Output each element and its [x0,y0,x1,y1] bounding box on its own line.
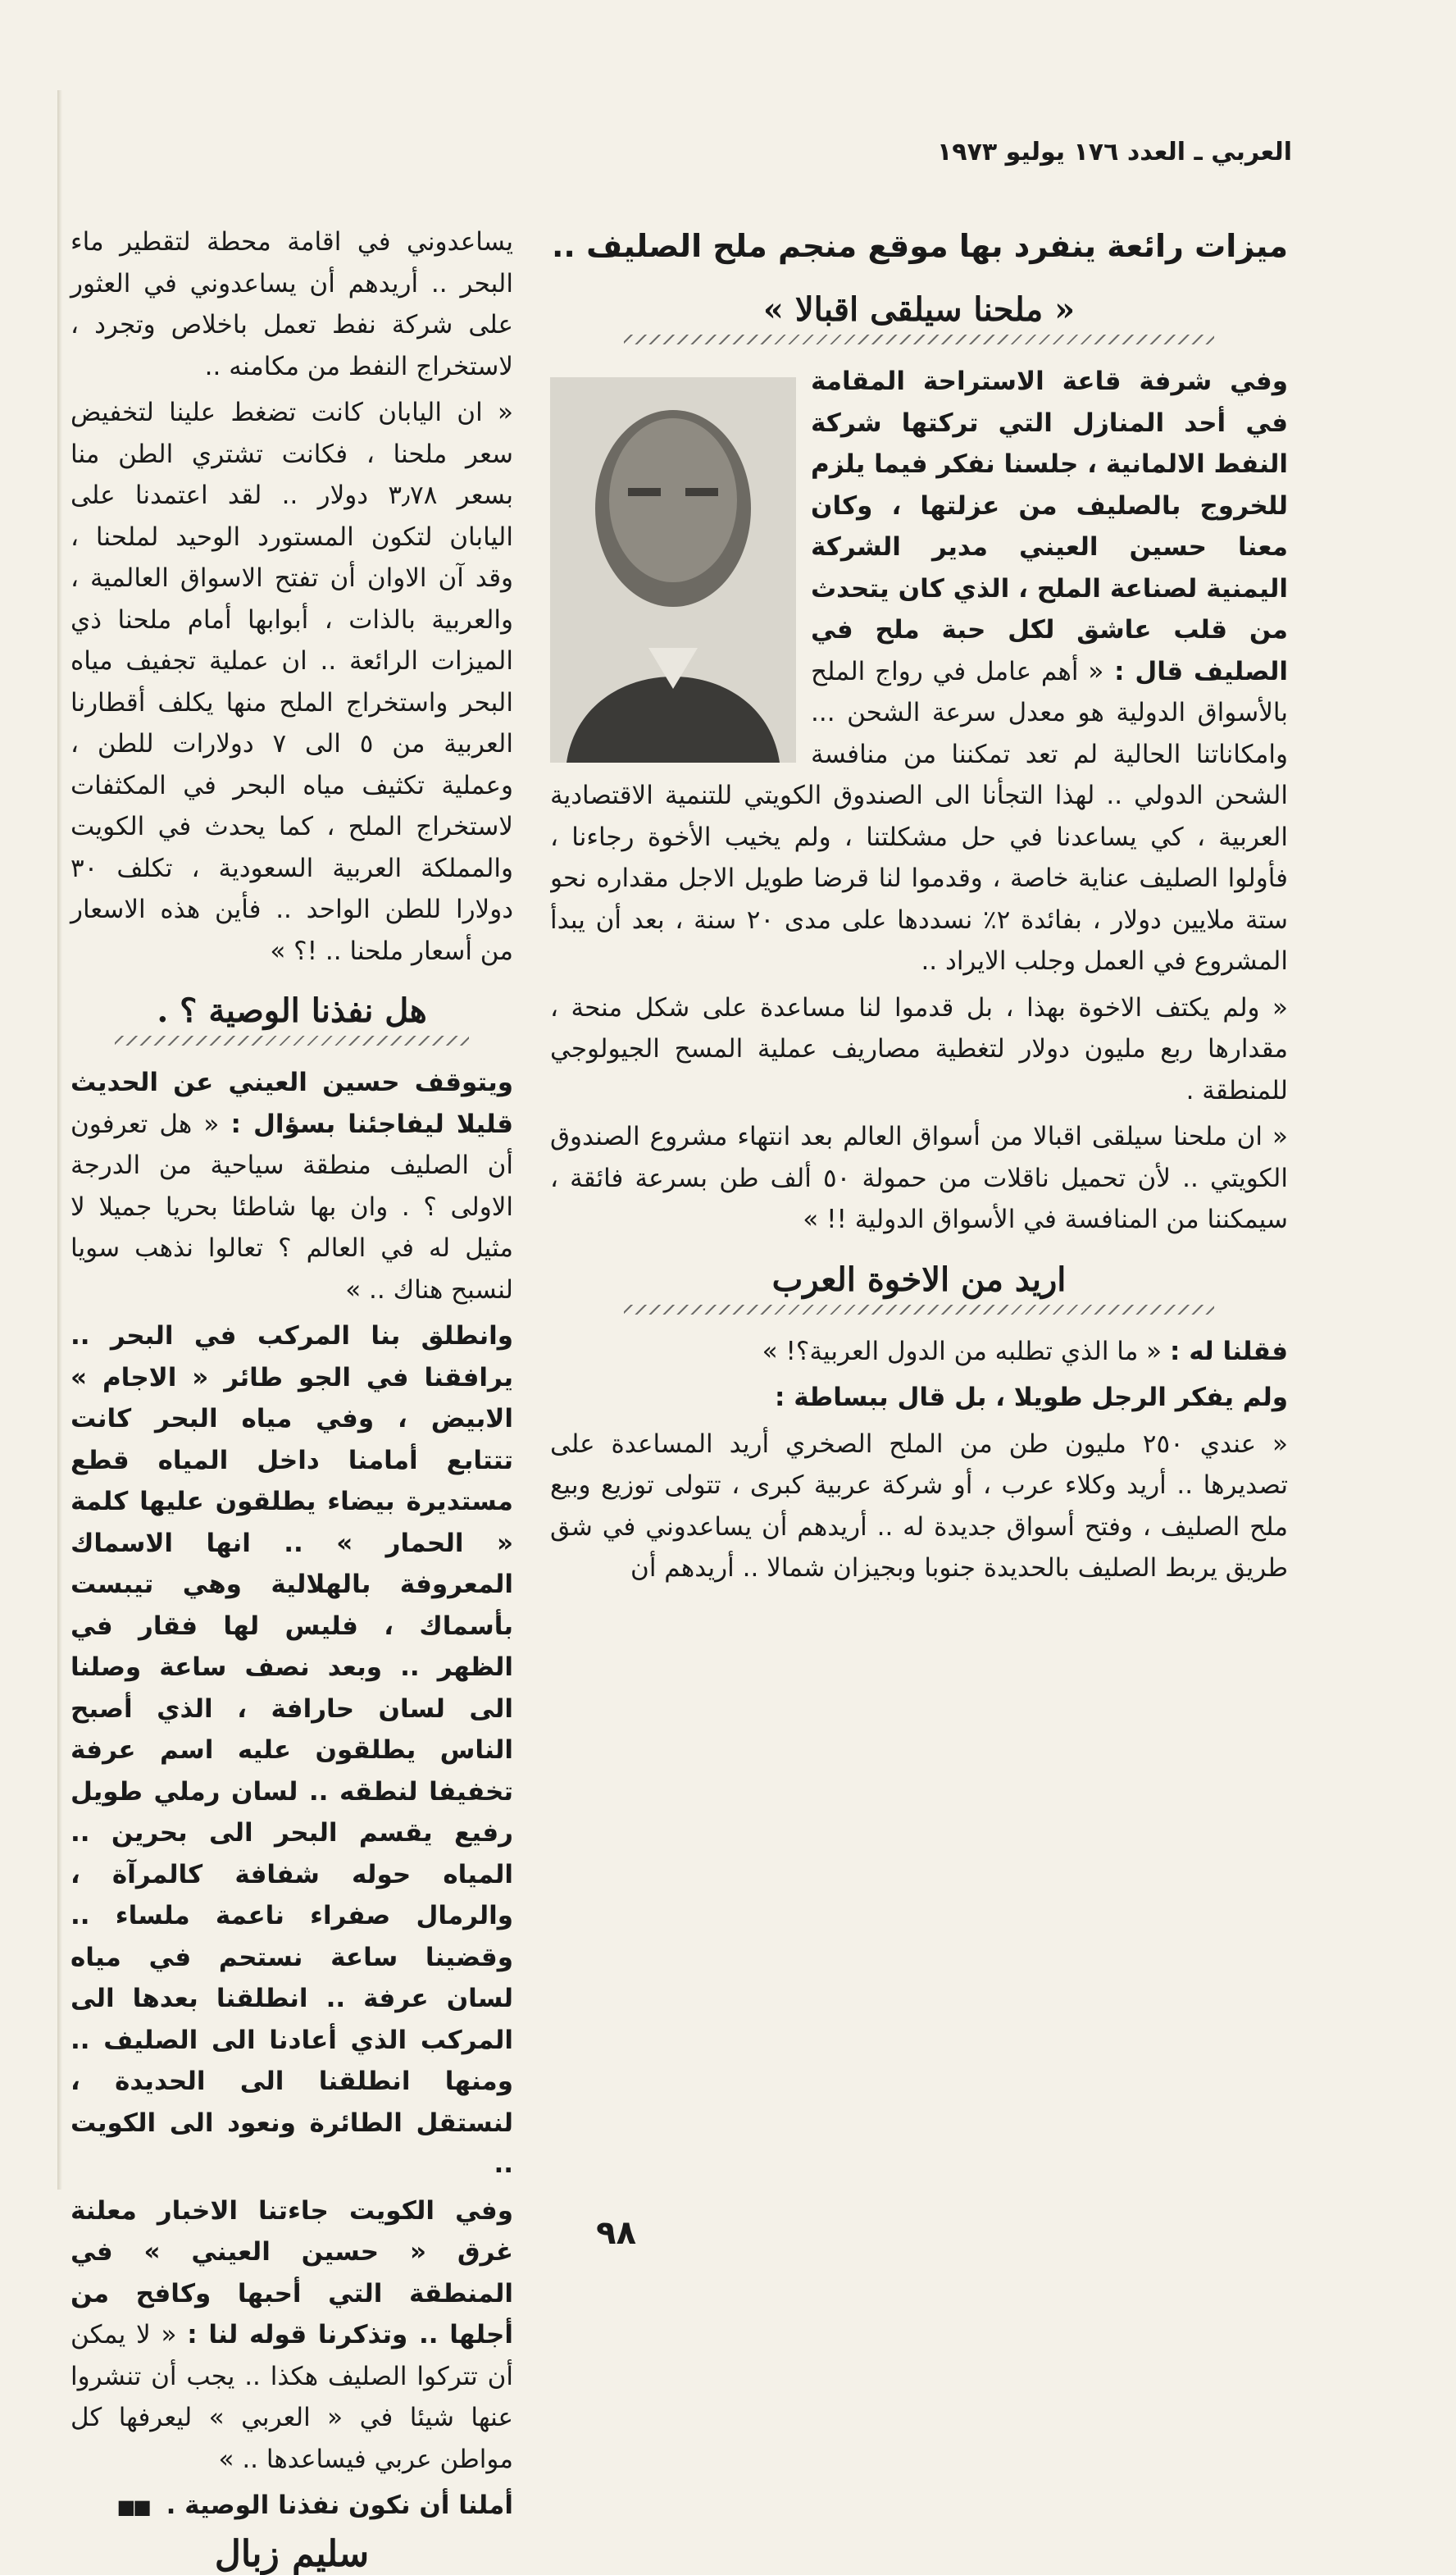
wavy-underline-3 [115,1036,469,1046]
news-lead: وفي الكويت جاءتنا الاخبار معلنة غرق « حسين العيني » في المنطقة التي أحبها وكافح من أجلها .. وتذكرنا قوله لنا : [71,2195,514,2349]
left-column [71,221,513,2575]
paragraph-terrace-quote: « أهم عامل في رواج الملح بالأسواق الدولية هو معدل سرعة الشحن ... وامكاناتنا الحالية لم تعد تمكننا من منافسة الشحن الدولي .. لهذا التجأنا الى الصندوق الكويتي للتنمية الاقتصادية العربية ، كي يساعدنا في حل مشكلتنا ، ولم يخيب الأخوة رجاءنا ، فأولوا الصليف عناية خاصة ، وقدموا لنا قرضا طويل الاجل مقداره نحو ستة ملايين دولار ، بفائدة ٢٪ نسددها على مدى ٢٠ سنة ، بعد أن يبدأ المشروع في العمل وجلب الايراد .. [550,656,1288,976]
news-quote: « لا يمكن أن تتركوا الصليف هكذا .. يجب أن تنشروا عنها شيئا في « العربي » ليعرفها كل مواطن عربي فيساعدها .. » [71,2320,513,2474]
paragraph-closing [71,2485,513,2528]
paragraph-question [550,1331,1288,1373]
question-lead: فقلنا له : [1170,1336,1288,1366]
paragraph-tourism [71,1062,513,1310]
paragraph-grant: « ولم يكتف الاخوة بهذا ، بل قدموا لنا مساعدة على شكل منحة ، مقدارها ربع مليون دولار لتغطية مصاريف عملية المسح الجيولوجي للمنطقة . [550,992,1288,1105]
right-column [550,221,1288,1594]
page-number: ٩٨ [596,2214,636,2252]
paragraph-market-outlook: « ان ملحنا سيلقى اقبالا من أسواق العالم بعد انتهاء مشروع الصندوق الكويتي .. لأن تحميل ناقلات من حمولة ٥٠ ألف طن بسرعة فائقة ، سيمكننا من المنافسة في الأسواق الدولية !! » [550,1122,1288,1234]
wavy-underline [624,335,1214,344]
paragraph-japan-pricing: « ان اليابان كانت تضغط علينا لتخفيض سعر ملحنا ، فكانت تشتري الطن منا بسعر ٣٫٧٨ دولار .. لقد اعتمدنا على اليابان لتكون المستورد الوحيد لملحنا ، وقد آن الاوان أن تفتح الاسواق العالمية ، والعربية بالذات ، أبوابها أمام ملحنا ذي الميزات الرائعة .. ان عملية تجفيف مياه البحر واستخراج الملح منها يكلف أقطارنا العربية من ٥ الى ٧ دولارات للطن ، وعملية تكثيف مياه البحر في المكثفات لاستخراج الملح ، كما يحدث في الكويت والمملكة العربية السعودية ، تكلف ٣٠ دولارا للطن الواحد .. فأين هذه الاسعار من أسعار ملحنا .. !؟ » [71,398,513,966]
intro-paragraph: ميزات رائعة ينفرد بها موقع منجم ملح الصليف .. [551,228,1288,264]
paragraph-terrace-text: وفي شرفة قاعة الاستراحة المقامة في أحد المنازل التي تركتها شركة النفط الالمانية ، جلسنا نفكر فيما يلزم للخروج بالصليف من عزلتها ، وكان معنا حسين العيني مدير الشركة اليمنية لصناعة الملح ، الذي كان يتحدث من قلب عاشق لكل حبة ملح في الصليف قال : [811,367,1288,686]
paragraph-news [71,2190,513,2481]
tourism-lead: ويتوقف حسين العيني عن الحديث قليلا ليفاجئنا بسؤال : [71,1068,513,1139]
end-mark-icon: ■■ [116,2495,149,2518]
subheading-testament: هل نفذنا الوصية ؟ . [157,991,427,1030]
paragraph-boat-trip: وانطلق بنا المركب في البحر .. يرافقنا في الجو طائر « الاجام » الابيض ، وفي مياه البحر كانت تتتابع أمامنا داخل المياه قطع مستديرة بيضاء يطلقون عليها كلمة « الحمار » .. انها الاسماك المعروفة بالهلالية وهي تيبست بأسماك ، فليس لها فقار في الظهر .. وبعد نصف ساعة وصلنا الى لسان حارافة ، الذي أصبح الناس يطلقون عليه اسم عرفة تخفيفا لنطقه .. لسان رملي طويل رفيع يقسم البحر الى بحرين .. المياه حوله شفافة كالمرآة ، والرمال صفراء ناعمة ملساء .. وقضينا ساعة نستحم في مياه لسان عرفة .. انطلقنا بعدها الى المركب الذي أعادنا الى الصليف .. ومنها انطلقنا الى الحديدة ، لنستقل الطائرة ونعود الى الكويت .. [71,1321,513,2179]
scan-edge [57,90,62,2190]
paragraph-answer-lead: ولم يفكر الرجل طويلا ، بل قال ببساطة : [775,1383,1288,1412]
question-text: « ما الذي تطلبه من الدول العربية؟! » [762,1336,1163,1366]
paragraph-desalination: يساعدوني في اقامة محطة لتقطير ماء البحر .. أريدهم أن يساعدوني في العثور على شركة نفط تعمل باخلاص وتجرد ، لاستخراج النفط من مكامنه .. [71,227,513,381]
subheading-arab-brothers: اريد من الاخوة العرب [771,1260,1067,1299]
subheading-salt-demand: « ملحنا سيلقى اقبالا » [762,290,1076,329]
wavy-underline-2 [624,1305,1214,1315]
author-signature: سليم زبال [214,2532,370,2575]
paragraph-answer: « عندي ٢٥٠ مليون طن من الملح الصخري أريد المساعدة على تصديرها .. أريد وكلاء عرب ، أو شركة عربية كبرى ، تتولى توزيع وبيع ملح الصليف ، وفتح أسواق جديدة له .. أريدهم أن يساعدوني في شق طريق يربط الصليف بالحديدة جنوبا وبجيزان شمالا .. أريدهم أن [550,1429,1288,1583]
running-header: العربي ـ العدد ١٧٦ يوليو ١٩٧٣ [936,138,1292,166]
portrait-photo [550,377,796,763]
portrait-photo-icon [550,377,796,763]
photo-text-block [550,361,1288,987]
closing-text: أملنا أن نكون نفذنا الوصية . [166,2491,513,2520]
tourism-quote: « هل تعرفون أن الصليف منطقة سياحية من الدرجة الاولى ؟ . وان بها شاطئا بحريا جميلا لا مثيل له في العالم ؟ تعالوا نذهب سويا لنسبح هناك .. » [71,1109,513,1305]
